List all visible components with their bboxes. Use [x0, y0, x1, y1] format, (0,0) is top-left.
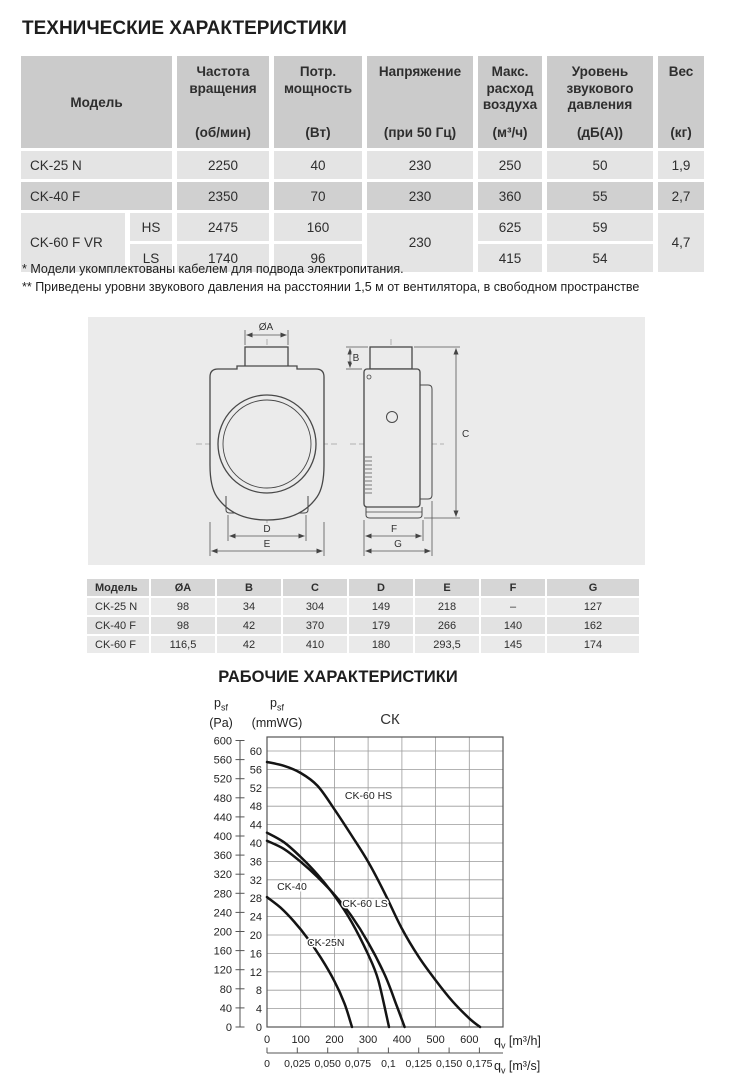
fan-dimension-drawing — [88, 317, 645, 565]
dim-label-g: G — [394, 539, 402, 550]
svg-text:320: 320 — [213, 869, 232, 882]
curve-label-CK-25N: CK-25N — [307, 936, 345, 949]
dim-label-d: D — [263, 524, 271, 535]
svg-text:600: 600 — [460, 1034, 479, 1046]
page-title: ТЕХНИЧЕСКИЕ ХАРАКТЕРИСТИКИ — [22, 18, 347, 39]
spec-cell-flow: 360 — [478, 182, 542, 210]
dims-cell: 116,5 — [151, 636, 215, 653]
dims-row-ck25n — [87, 598, 639, 615]
chart-x2-axis-unit — [494, 1059, 540, 1076]
spec-header-power — [274, 56, 362, 148]
svg-text:0: 0 — [264, 1058, 270, 1070]
svg-text:8: 8 — [255, 985, 262, 998]
svg-text:560: 560 — [213, 754, 232, 767]
svg-text:12: 12 — [249, 966, 262, 979]
footnotes — [22, 260, 639, 296]
dims-cell: 174 — [547, 636, 639, 653]
dims-cell: 145 — [481, 636, 545, 653]
spec-cell-power: 96 — [274, 244, 362, 272]
svg-text:0,150: 0,150 — [435, 1058, 463, 1070]
footnote-1: * Модели укомплектованы кабелем для подвода электропитания. — [22, 262, 404, 276]
dims-header-e: E — [415, 579, 479, 596]
svg-text:0,1: 0,1 — [381, 1058, 396, 1070]
svg-text:0,075: 0,075 — [344, 1058, 372, 1070]
svg-text:480: 480 — [213, 792, 232, 805]
spec-cell-model: CK-40 F — [21, 182, 172, 210]
dims-header-c: C — [283, 579, 347, 596]
x2-unit-text: [m³/s] — [505, 1059, 541, 1073]
y1-unit: (Pa) — [209, 715, 233, 730]
svg-text:60: 60 — [249, 746, 262, 758]
performance-chart — [190, 693, 620, 1091]
dims-cell: 179 — [349, 617, 413, 634]
svg-text:120: 120 — [213, 964, 232, 977]
spec-row-ck40f — [21, 182, 704, 210]
spec-cell-speed: LS — [130, 244, 172, 272]
spec-header-noise — [547, 56, 653, 148]
spec-cell-voltage: 230 — [367, 213, 473, 272]
spec-cell-rpm: 2475 — [177, 213, 269, 241]
dims-cell: 42 — [217, 617, 281, 634]
svg-text:28: 28 — [249, 893, 262, 906]
spec-cell-noise: 54 — [547, 244, 653, 272]
svg-text:32: 32 — [249, 874, 262, 887]
svg-text:360: 360 — [213, 850, 232, 863]
x-subscript: v — [500, 1040, 506, 1051]
dims-cell: 293,5 — [415, 636, 479, 653]
spec-cell-power: 160 — [274, 213, 362, 241]
header-unit: (дБ(А)) — [576, 125, 623, 140]
y2-subscript: sf — [276, 702, 284, 713]
pa-axis — [236, 741, 245, 1028]
svg-text:0,125: 0,125 — [405, 1058, 432, 1070]
dims-header-f: F — [481, 579, 545, 596]
dims-cell: CK-60 F — [87, 636, 149, 653]
chart-x-axis-unit — [494, 1034, 541, 1051]
svg-text:0: 0 — [263, 1034, 271, 1046]
svg-text:160: 160 — [213, 945, 232, 958]
spec-cell-flow: 415 — [478, 244, 542, 272]
header-label: Частота вращения — [189, 64, 257, 96]
spec-cell-power: 70 — [274, 182, 362, 210]
spec-cell-rpm: 2250 — [177, 151, 269, 179]
svg-text:200: 200 — [325, 1034, 344, 1046]
svg-text:4: 4 — [255, 1003, 262, 1016]
svg-text:16: 16 — [249, 948, 262, 961]
dims-cell: 127 — [547, 598, 639, 615]
spec-cell-weight: 2,7 — [658, 182, 704, 210]
spec-table — [16, 53, 709, 275]
pa-tick-labels — [214, 736, 232, 1035]
dims-cell: 410 — [283, 636, 347, 653]
spec-cell-noise: 55 — [547, 182, 653, 210]
dims-cell: CK-25 N — [87, 598, 149, 615]
svg-text:40: 40 — [219, 1002, 232, 1015]
svg-text:300: 300 — [358, 1034, 378, 1046]
header-label: Потр. мощность — [283, 64, 353, 96]
spec-header-weight — [658, 56, 704, 148]
section-title: РАБОЧИЕ ХАРАКТЕРИСТИКИ — [218, 668, 458, 686]
mmwg-tick-labels — [250, 746, 262, 1034]
dims-cell: 42 — [217, 636, 281, 653]
dims-cell: 98 — [151, 617, 215, 634]
dim-label-f: F — [390, 524, 398, 535]
y1-symbol: p — [214, 696, 221, 710]
svg-text:48: 48 — [249, 801, 262, 814]
svg-text:200: 200 — [213, 926, 232, 939]
m3s-tick-labels — [264, 1058, 493, 1070]
spec-cell-weight: 4,7 — [658, 213, 704, 272]
x-unit-text: [m³/h] — [505, 1034, 541, 1048]
header-unit: (об/мин) — [195, 125, 251, 140]
svg-text:24: 24 — [249, 911, 262, 924]
dimension-diagram-panel — [88, 317, 645, 565]
svg-text:440: 440 — [213, 811, 232, 824]
header-unit: (м³/ч) — [492, 125, 528, 140]
spec-cell-flow: 625 — [478, 213, 542, 241]
spec-cell-rpm: 2350 — [177, 182, 269, 210]
svg-text:80: 80 — [219, 983, 232, 996]
spec-cell-speed: HS — [130, 213, 172, 241]
svg-text:400: 400 — [392, 1034, 412, 1046]
svg-text:400: 400 — [213, 831, 232, 843]
spec-header-voltage — [367, 56, 473, 148]
performance-chart-svg — [190, 693, 620, 1091]
x2-subscript: v — [500, 1065, 506, 1076]
dims-cell: 218 — [415, 598, 479, 615]
dims-row-ck40f — [87, 617, 639, 634]
header-label: Напряжение — [378, 64, 462, 79]
side-view — [350, 339, 444, 518]
front-view — [196, 339, 338, 531]
dims-cell: 180 — [349, 636, 413, 653]
dims-cell: 370 — [283, 617, 347, 634]
spec-header-model — [21, 56, 172, 148]
dims-cell: CK-40 F — [87, 617, 149, 634]
spec-cell-power: 40 — [274, 151, 362, 179]
spec-cell-model: CK-60 F VR — [21, 213, 125, 272]
chart-title: СК — [380, 711, 400, 728]
spec-cell-rpm: 1740 — [177, 244, 269, 272]
spec-cell-model: CK-25 N — [21, 151, 172, 179]
curve-CK-40 — [267, 833, 389, 1027]
dim-label-e: E — [263, 539, 271, 550]
dim-label-b: B — [352, 353, 360, 364]
header-unit: (Вт) — [305, 125, 331, 140]
svg-text:0: 0 — [255, 1022, 262, 1034]
dims-cell: 162 — [547, 617, 639, 634]
dims-cell: – — [481, 598, 545, 615]
spec-cell-noise: 50 — [547, 151, 653, 179]
y1-subscript: sf — [220, 702, 228, 713]
svg-text:520: 520 — [213, 773, 232, 786]
curve-label-CK-60-LS: CK-60 LS — [342, 898, 388, 911]
svg-text:0,025: 0,025 — [284, 1058, 311, 1070]
x2-symbol: q — [494, 1059, 501, 1073]
dims-header-d: D — [349, 579, 413, 596]
svg-text:56: 56 — [249, 764, 262, 777]
header-label: Уровень звукового давления — [566, 64, 634, 112]
header-unit: (при 50 Гц) — [383, 125, 457, 140]
svg-text:0,175: 0,175 — [466, 1058, 493, 1070]
m3h-tick-labels — [264, 1034, 479, 1046]
curve-label-CK-60-HS: CK-60 HS — [344, 790, 393, 803]
svg-text:0: 0 — [225, 1022, 232, 1034]
spec-row-ck25n — [21, 151, 704, 179]
dims-cell: 266 — [415, 617, 479, 634]
dims-cell: 304 — [283, 598, 347, 615]
svg-text:44: 44 — [249, 819, 262, 832]
svg-text:20: 20 — [249, 930, 262, 942]
svg-text:100: 100 — [291, 1034, 310, 1046]
dims-header-g: G — [547, 579, 639, 596]
svg-text:36: 36 — [249, 856, 262, 869]
y2-symbol: p — [270, 696, 277, 710]
header-label: Макс. расход воздуха — [482, 64, 538, 112]
dims-row-ck60f — [87, 636, 639, 653]
footnote-2: ** Приведены уровни звукового давления на расстоянии 1,5 м от вентилятора, в свободном пространстве — [22, 280, 640, 294]
x-symbol: q — [494, 1034, 501, 1048]
dims-cell: 140 — [481, 617, 545, 634]
spec-header-flow — [478, 56, 542, 148]
svg-text:500: 500 — [426, 1034, 445, 1046]
spec-cell-voltage: 230 — [367, 151, 473, 179]
dims-cell: 149 — [349, 598, 413, 615]
dim-label-c: C — [462, 429, 470, 440]
m3s-axis — [267, 1048, 503, 1054]
svg-text:240: 240 — [213, 907, 232, 920]
svg-text:600: 600 — [213, 735, 232, 748]
dim-label-oa: ØA — [258, 322, 274, 333]
spec-header-row — [21, 56, 704, 148]
svg-text:52: 52 — [249, 782, 262, 795]
y2-unit: (mmWG) — [251, 715, 303, 730]
spec-cell-weight: 1,9 — [658, 151, 704, 179]
spec-row-ck60-hs — [21, 213, 704, 241]
svg-text:40: 40 — [249, 838, 262, 850]
svg-text:280: 280 — [213, 888, 232, 901]
dims-header-row — [87, 579, 639, 596]
dimensions-table — [85, 577, 641, 655]
dims-header-oa: ØA — [151, 579, 215, 596]
dims-cell: 34 — [217, 598, 281, 615]
dims-header-model: Модель — [87, 579, 149, 596]
curve-label-CK-40: CK-40 — [277, 881, 307, 893]
spec-cell-voltage: 230 — [367, 182, 473, 210]
svg-text:0,050: 0,050 — [314, 1058, 341, 1070]
spec-cell-flow: 250 — [478, 151, 542, 179]
spec-cell-noise: 59 — [547, 213, 653, 241]
header-unit: (кг) — [670, 125, 692, 140]
spec-header-model-label: Модель — [70, 94, 123, 110]
header-label: Вес — [668, 64, 694, 79]
dims-header-b: B — [217, 579, 281, 596]
spec-header-rpm — [177, 56, 269, 148]
dims-cell: 98 — [151, 598, 215, 615]
